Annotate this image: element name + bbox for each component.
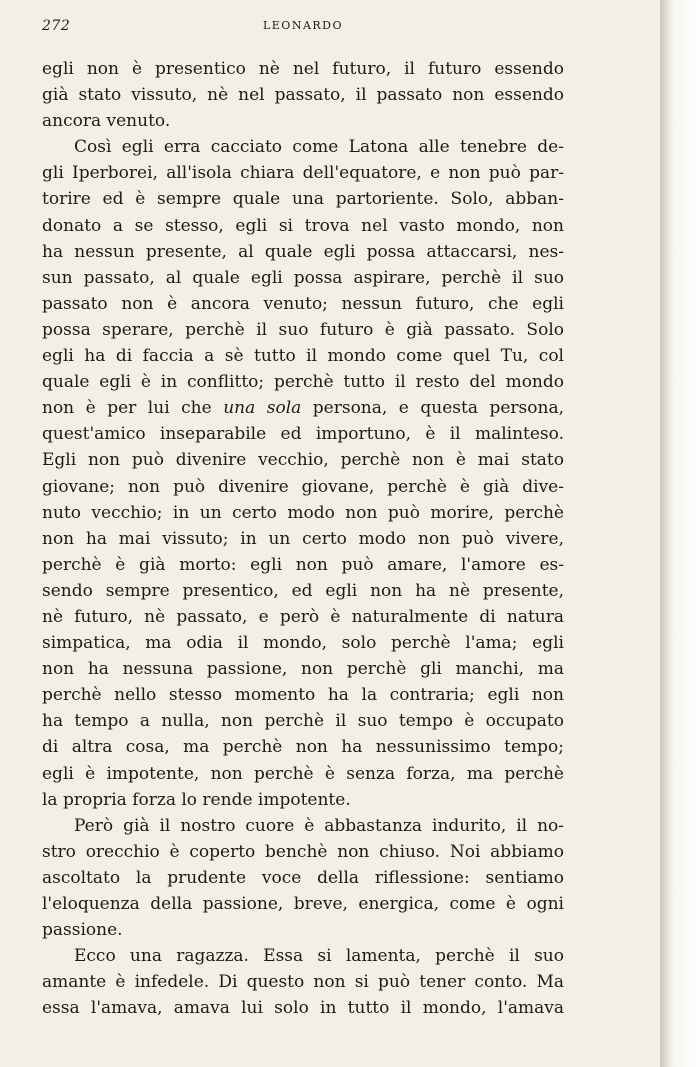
text-line: l'eloquenza della passione, breve, energica, come è ogni [42,894,564,914]
text-line: perchè è già morto: egli non può amare, l'amore es- [42,554,564,575]
running-head: LEONARDO [262,19,344,32]
page-header [42,18,564,40]
text-line: quale egli è in conflitto; perchè tutto il resto del mondo [42,372,564,393]
text-line: perchè nello stesso momento ha la contraria; egli non [42,685,564,706]
text-line: giovane; non può divenire giovane, perchè è già dive- [42,476,564,497]
italic-emphasis: una sola [223,398,302,419]
text-segment: persona, e questa persona, [301,398,564,419]
text-line: amante è infedele. Di questo non si può tener conto. Ma [42,972,564,993]
text-line: ha tempo a nulla, non perchè il suo tempo è occupato [42,711,564,732]
text-line: non ha mai vissuto; in un certo modo non può vivere, [42,528,564,549]
text-line: Ecco una ragazza. Essa si lamenta, perchè il suo [74,946,564,967]
text-line: gli Iperborei, all'isola chiara dell'equatore, e non può par- [42,163,564,184]
body-text [42,56,564,1021]
text-line: passato non è ancora venuto; nessun futuro, che egli [42,293,564,314]
text-line: la propria forza lo rende impotente. [42,789,351,810]
text-line: stro orecchio è coperto benchè non chiuso. Noi abbiamo [42,841,564,862]
text-line: egli è impotente, non perchè è senza forza, ma perchè [42,763,564,784]
text-line: Così egli erra cacciato come Latona alle tenebre de- [74,137,564,158]
text-line: ascoltato la prudente voce della riflessione: sentiamo [42,867,564,888]
text-line: quest'amico inseparabile ed importuno, è il malinteso. [42,424,564,445]
text-line: passione. [42,920,123,941]
text-line: possa sperare, perchè il suo futuro è già passato. Solo [42,319,564,340]
text-line: ha nessun presente, al quale egli possa attaccarsi, nes- [42,241,564,262]
text-line: egli non è presentico nè nel futuro, il futuro essendo [42,59,564,79]
text-line: di altra cosa, ma perchè non ha nessunissimo tempo; [42,737,564,758]
text-line: egli ha di faccia a sè tutto il mondo come quel Tu, col [42,346,564,367]
text-line: ancora venuto. [42,111,171,132]
text-line: non ha nessuna passione, non perchè gli manchi, ma [42,659,564,680]
text-line: nuto vecchio; in un certo modo non può morire, perchè [42,502,564,523]
text-line: torire ed è sempre quale una partoriente. Solo, abban- [42,189,564,210]
text-line: sendo sempre presentico, ed egli non ha nè presente, [42,580,564,601]
text-line: simpatica, ma odia il mondo, solo perchè l'ama; egli [42,633,564,654]
text-segment: non è per lui che [42,398,224,419]
text-line: donato a se stesso, egli si trova nel vasto mondo, non [42,215,564,236]
page-number: 272 [42,18,71,34]
text-line: essa l'amava, amava lui solo in tutto il mondo, l'amava [42,998,564,1019]
text-line: già stato vissuto, nè nel passato, il passato non essendo [42,85,564,106]
text-line: nè futuro, nè passato, e però è naturalmente di natura [42,606,564,627]
text-line: Egli non può divenire vecchio, perchè non è mai stato [42,450,564,471]
book-gutter [660,0,700,1067]
text-line: Però già il nostro cuore è abbastanza indurito, il no- [74,815,564,836]
text-line [42,395,564,421]
text-line: sun passato, al quale egli possa aspirare, perchè il suo [42,267,564,288]
